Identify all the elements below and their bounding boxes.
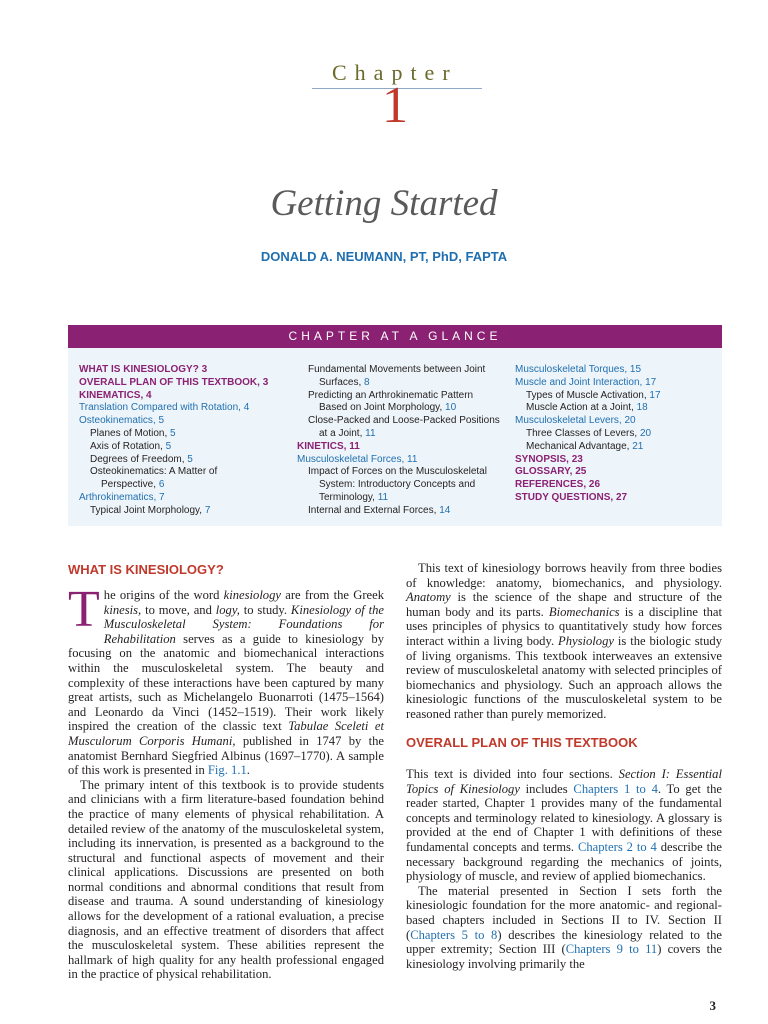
toc-item[interactable]: System: Introductory Concepts and — [319, 479, 476, 491]
toc-item[interactable]: GLOSSARY, 25 — [515, 466, 587, 478]
right-column-text-2 — [406, 767, 722, 971]
toc-item[interactable]: Based on Joint Morphology, 10 — [319, 402, 457, 414]
toc-item[interactable]: at a Joint, 11 — [319, 427, 376, 439]
chapter-title: Getting Started — [270, 183, 498, 224]
toc-item[interactable]: Musculoskeletal Forces, 11 — [297, 453, 418, 465]
toc-item[interactable]: Degrees of Freedom, 5 — [90, 453, 193, 465]
toc-item[interactable]: Internal and External Forces, 14 — [308, 504, 451, 516]
toc-item[interactable]: WHAT IS KINESIOLOGY? 3 — [79, 364, 208, 375]
toc-item[interactable]: Osteokinematics: A Matter of — [90, 466, 218, 478]
chapter-number: 1 — [382, 77, 408, 134]
toc-item[interactable]: Perspective, 6 — [101, 479, 165, 491]
toc-item[interactable]: KINETICS, 11 — [297, 440, 360, 452]
toc-column-1 — [79, 364, 268, 518]
paragraph: The origins of the word kinesiology are from the Greek kinesis, to move, and logy, to study. Kinesiology of the Musculoskeletal System: Foundations for Rehabilitation serves as a guide to kinesiology by focusing on the anatomic and biomechanical interactions within the musculoskeletal system. The beauty and complexity of these interactions have been captured by many great artists, such as Michelangelo Buonarroti (1475–1564) and Leonardo da Vinci (1452–1519). Their work likely inspired the creation of the classic text Tabulae Sceleti et Musculorum Corporis Humani, published in 1747 by the anatomist Bernhard Siegfried Albinus (1697–1770). A sample of this work is presented in Fig. 1.1. — [68, 581, 384, 778]
toc-item[interactable]: Translation Compared with Rotation, 4 — [79, 402, 250, 414]
toc-item[interactable]: Muscle and Joint Interaction, 17 — [515, 376, 657, 388]
toc-item[interactable]: Types of Muscle Activation, 17 — [526, 389, 661, 401]
toc-item[interactable]: REFERENCES, 26 — [515, 479, 601, 491]
toc-item[interactable]: Fundamental Movements between Joint — [308, 364, 486, 375]
toc-item[interactable]: Muscle Action at a Joint, 18 — [526, 402, 648, 414]
chapter-link[interactable]: Chapters 9 to 11 — [565, 942, 658, 957]
chapter-link[interactable]: Chapters 1 to 4 — [573, 781, 658, 796]
toc-item[interactable]: Impact of Forces on the Musculoskeletal — [308, 466, 487, 478]
toc-item[interactable]: Terminology, 11 — [319, 491, 389, 503]
figure-link[interactable]: Fig. 1.1 — [207, 763, 247, 778]
toc-item[interactable]: SYNOPSIS, 23 — [515, 453, 583, 465]
drop-cap: T — [68, 581, 100, 638]
left-column-text — [68, 581, 384, 982]
glance-heading: CHAPTER AT A GLANCE — [68, 325, 722, 348]
toc-item[interactable]: Planes of Motion, 5 — [90, 427, 176, 439]
toc-item[interactable]: Musculoskeletal Torques, 15 — [515, 364, 642, 375]
toc-item[interactable]: Close-Packed and Loose-Packed Positions — [308, 415, 500, 427]
chapter-link[interactable]: Chapters 2 to 4 — [577, 839, 657, 854]
chapter-link[interactable]: Chapters 5 to 8 — [410, 927, 498, 942]
toc-item[interactable]: Arthrokinematics, 7 — [79, 491, 165, 503]
toc-item[interactable]: Three Classes of Levers, 20 — [526, 427, 652, 439]
toc-item[interactable]: Axis of Rotation, 5 — [90, 440, 172, 452]
toc-item[interactable]: OVERALL PLAN OF THIS TEXTBOOK, 3 — [79, 376, 269, 388]
right-column-text — [406, 561, 722, 722]
section-heading-overall-plan: OVERALL PLAN OF THIS TEXTBOOK — [406, 735, 638, 750]
toc-column-3 — [515, 364, 661, 505]
paragraph: The material presented in Section I sets forth the kinesiologic foundation for the more anatomic- and regional-based chapters included in Sections II to IV. Section II (Chapters 5 to 8) describes the kinesiology related to the upper extremity; Section III (Chapters 9 to 11) covers the kinesiology involving primarily the — [406, 883, 722, 971]
chapter-author: DONALD A. NEUMANN, PT, PhD, FAPTA — [260, 249, 508, 264]
page-number: 3 — [709, 998, 716, 1013]
toc-item[interactable]: Mechanical Advantage, 21 — [526, 440, 644, 452]
paragraph: The primary intent of this textbook is to provide students and clinicians with a firm literature-based foundation behind the practice of many elements of physical rehabilitation. A detailed review of the anatomy of the musculoskeletal system, including its innervation, is presented as a background to the structural and functional aspects of movement and their clinical applications. Discussions are presented on both normal conditions and abnormal conditions that result from disease and trauma. A sound understanding of kinesiology allows for the development of a rational evaluation, a precise diagnosis, and an effective treatment of disorders that affect the musculoskeletal system. These abilities represent the hallmark of high quality for any health professional engaged in the practice of physical rehabilitation. — [68, 777, 384, 982]
chapter-label: Chapter — [332, 60, 458, 85]
toc-column-2 — [297, 364, 500, 518]
section-heading-kinesiology: WHAT IS KINESIOLOGY? — [68, 562, 224, 577]
paragraph: This text is divided into four sections. Section I: Essential Topics of Kinesiology includes Chapters 1 to 4. To get the reader started, Chapter 1 provides many of the fundamental concepts and terminology related to kinesiology. A glossary is provided at the end of Chapter 1 with definitions of these fundamental concepts and terms. Chapters 2 to 4 describe the necessary background regarding the mechanics of joints, physiology of muscle, and review of applied biomechanics. — [406, 767, 723, 884]
toc-item[interactable]: STUDY QUESTIONS, 27 — [515, 491, 628, 503]
paragraph: This text of kinesiology borrows heavily from three bodies of knowledge: anatomy, biomechanics, and physiology. Anatomy is the science of the shape and structure of the human body and its parts. Biomechanics is a discipline that uses principles of physics to quantitatively study how forces interact within a living body. Physiology is the biologic study of living organisms. This textbook interweaves an extensive review of musculoskeletal anatomy with selected principles of biomechanics and physiology. Such an approach allows the kinesiologic functions of the musculoskeletal system to be reasoned rather than purely memorized. — [406, 561, 723, 721]
toc-item[interactable]: Osteokinematics, 5 — [79, 415, 165, 427]
toc-item[interactable]: Predicting an Arthrokinematic Pattern — [308, 389, 474, 401]
toc-item[interactable]: Musculoskeletal Levers, 20 — [515, 415, 636, 427]
toc-item[interactable]: Surfaces, 8 — [319, 376, 370, 388]
toc-item[interactable]: KINEMATICS, 4 — [79, 389, 152, 401]
toc-item[interactable]: Typical Joint Morphology, 7 — [90, 504, 211, 516]
